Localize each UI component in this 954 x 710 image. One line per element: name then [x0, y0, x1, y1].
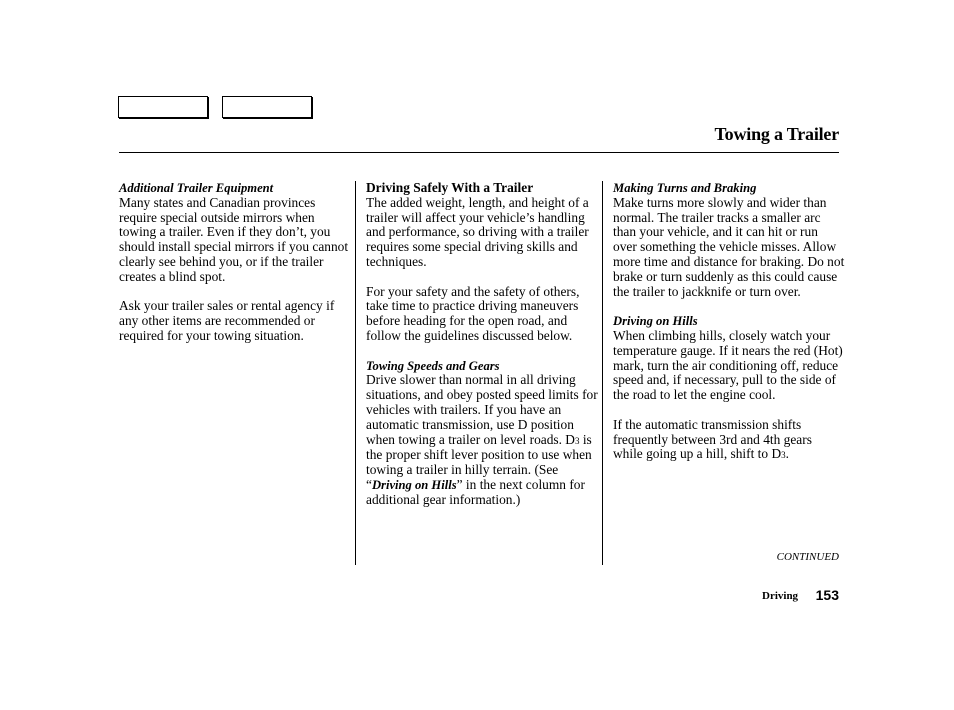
column-2	[366, 181, 598, 508]
column-divider	[355, 181, 356, 565]
column-3	[613, 181, 845, 463]
section-heading-towing-speeds: Towing Speeds and Gears	[366, 358, 500, 373]
page-number: 153	[815, 587, 839, 603]
section-heading-driving-safely: Driving Safely With a Trailer	[366, 180, 534, 195]
footer-section-name: Driving	[762, 590, 799, 602]
section-heading-additional-equipment: Additional Trailer Equipment	[119, 181, 274, 195]
title-divider	[119, 152, 839, 153]
paragraph: Make turns more slowly and wider than normal. The trailer tracks a smaller arc than your vehicle, and it can hit or run over something the vehicle misses. Allow more time and distance for braking. Do not brake or turn suddenly as this could cause the trailer to jackknife or turn over.	[613, 194, 845, 299]
paragraph: Drive slower than normal in all driving situations, and obey posted speed limits for vehicles with trailers. If you have an automatic transmission, use D position when towing a trailer on level roads. D3 is the proper shift lever position to use when towing a trailer in hilly terrain. (See “Driving on Hills” in the next column for additional gear information.)	[366, 372, 598, 507]
column-divider	[602, 181, 603, 565]
paragraph: The added weight, length, and height of a trailer will affect your vehicle’s handling and performance, so driving with a trailer requires some special driving skills and techniques.	[366, 194, 589, 269]
paragraph: Many states and Canadian provinces require special outside mirrors when towing a trailer. Even if they don’t, you should install special mirrors if you cannot clearly see behind you, or if the trailer creates a blind spot.	[119, 194, 349, 284]
nav-next-button[interactable]	[222, 96, 312, 118]
nav-previous-button[interactable]	[118, 96, 208, 118]
column-1	[119, 181, 351, 344]
page-title: Towing a Trailer	[714, 124, 839, 144]
cross-reference-driving-on-hills: Driving on Hills	[371, 477, 457, 492]
paragraph: For your safety and the safety of others, take time to practice driving maneuvers before heading for the open road, and follow the guidelines discussed below.	[366, 283, 580, 343]
section-heading-turns-braking: Making Turns and Braking	[613, 181, 757, 195]
paragraph: When climbing hills, closely watch your temperature gauge. If it nears the red (Hot) mark, turn the air conditioning off, reduce speed and, if necessary, pull to the side of the road to let the engine cool.	[613, 327, 843, 403]
continued-label: CONTINUED	[776, 551, 839, 563]
paragraph: If the automatic transmission shifts frequently between 3rd and 4th gears while going up a hill, shift to D3.	[613, 416, 812, 462]
section-heading-driving-on-hills: Driving on Hills	[613, 314, 698, 329]
paragraph: Ask your trailer sales or rental agency if any other items are recommended or required for your towing situation.	[119, 298, 335, 343]
